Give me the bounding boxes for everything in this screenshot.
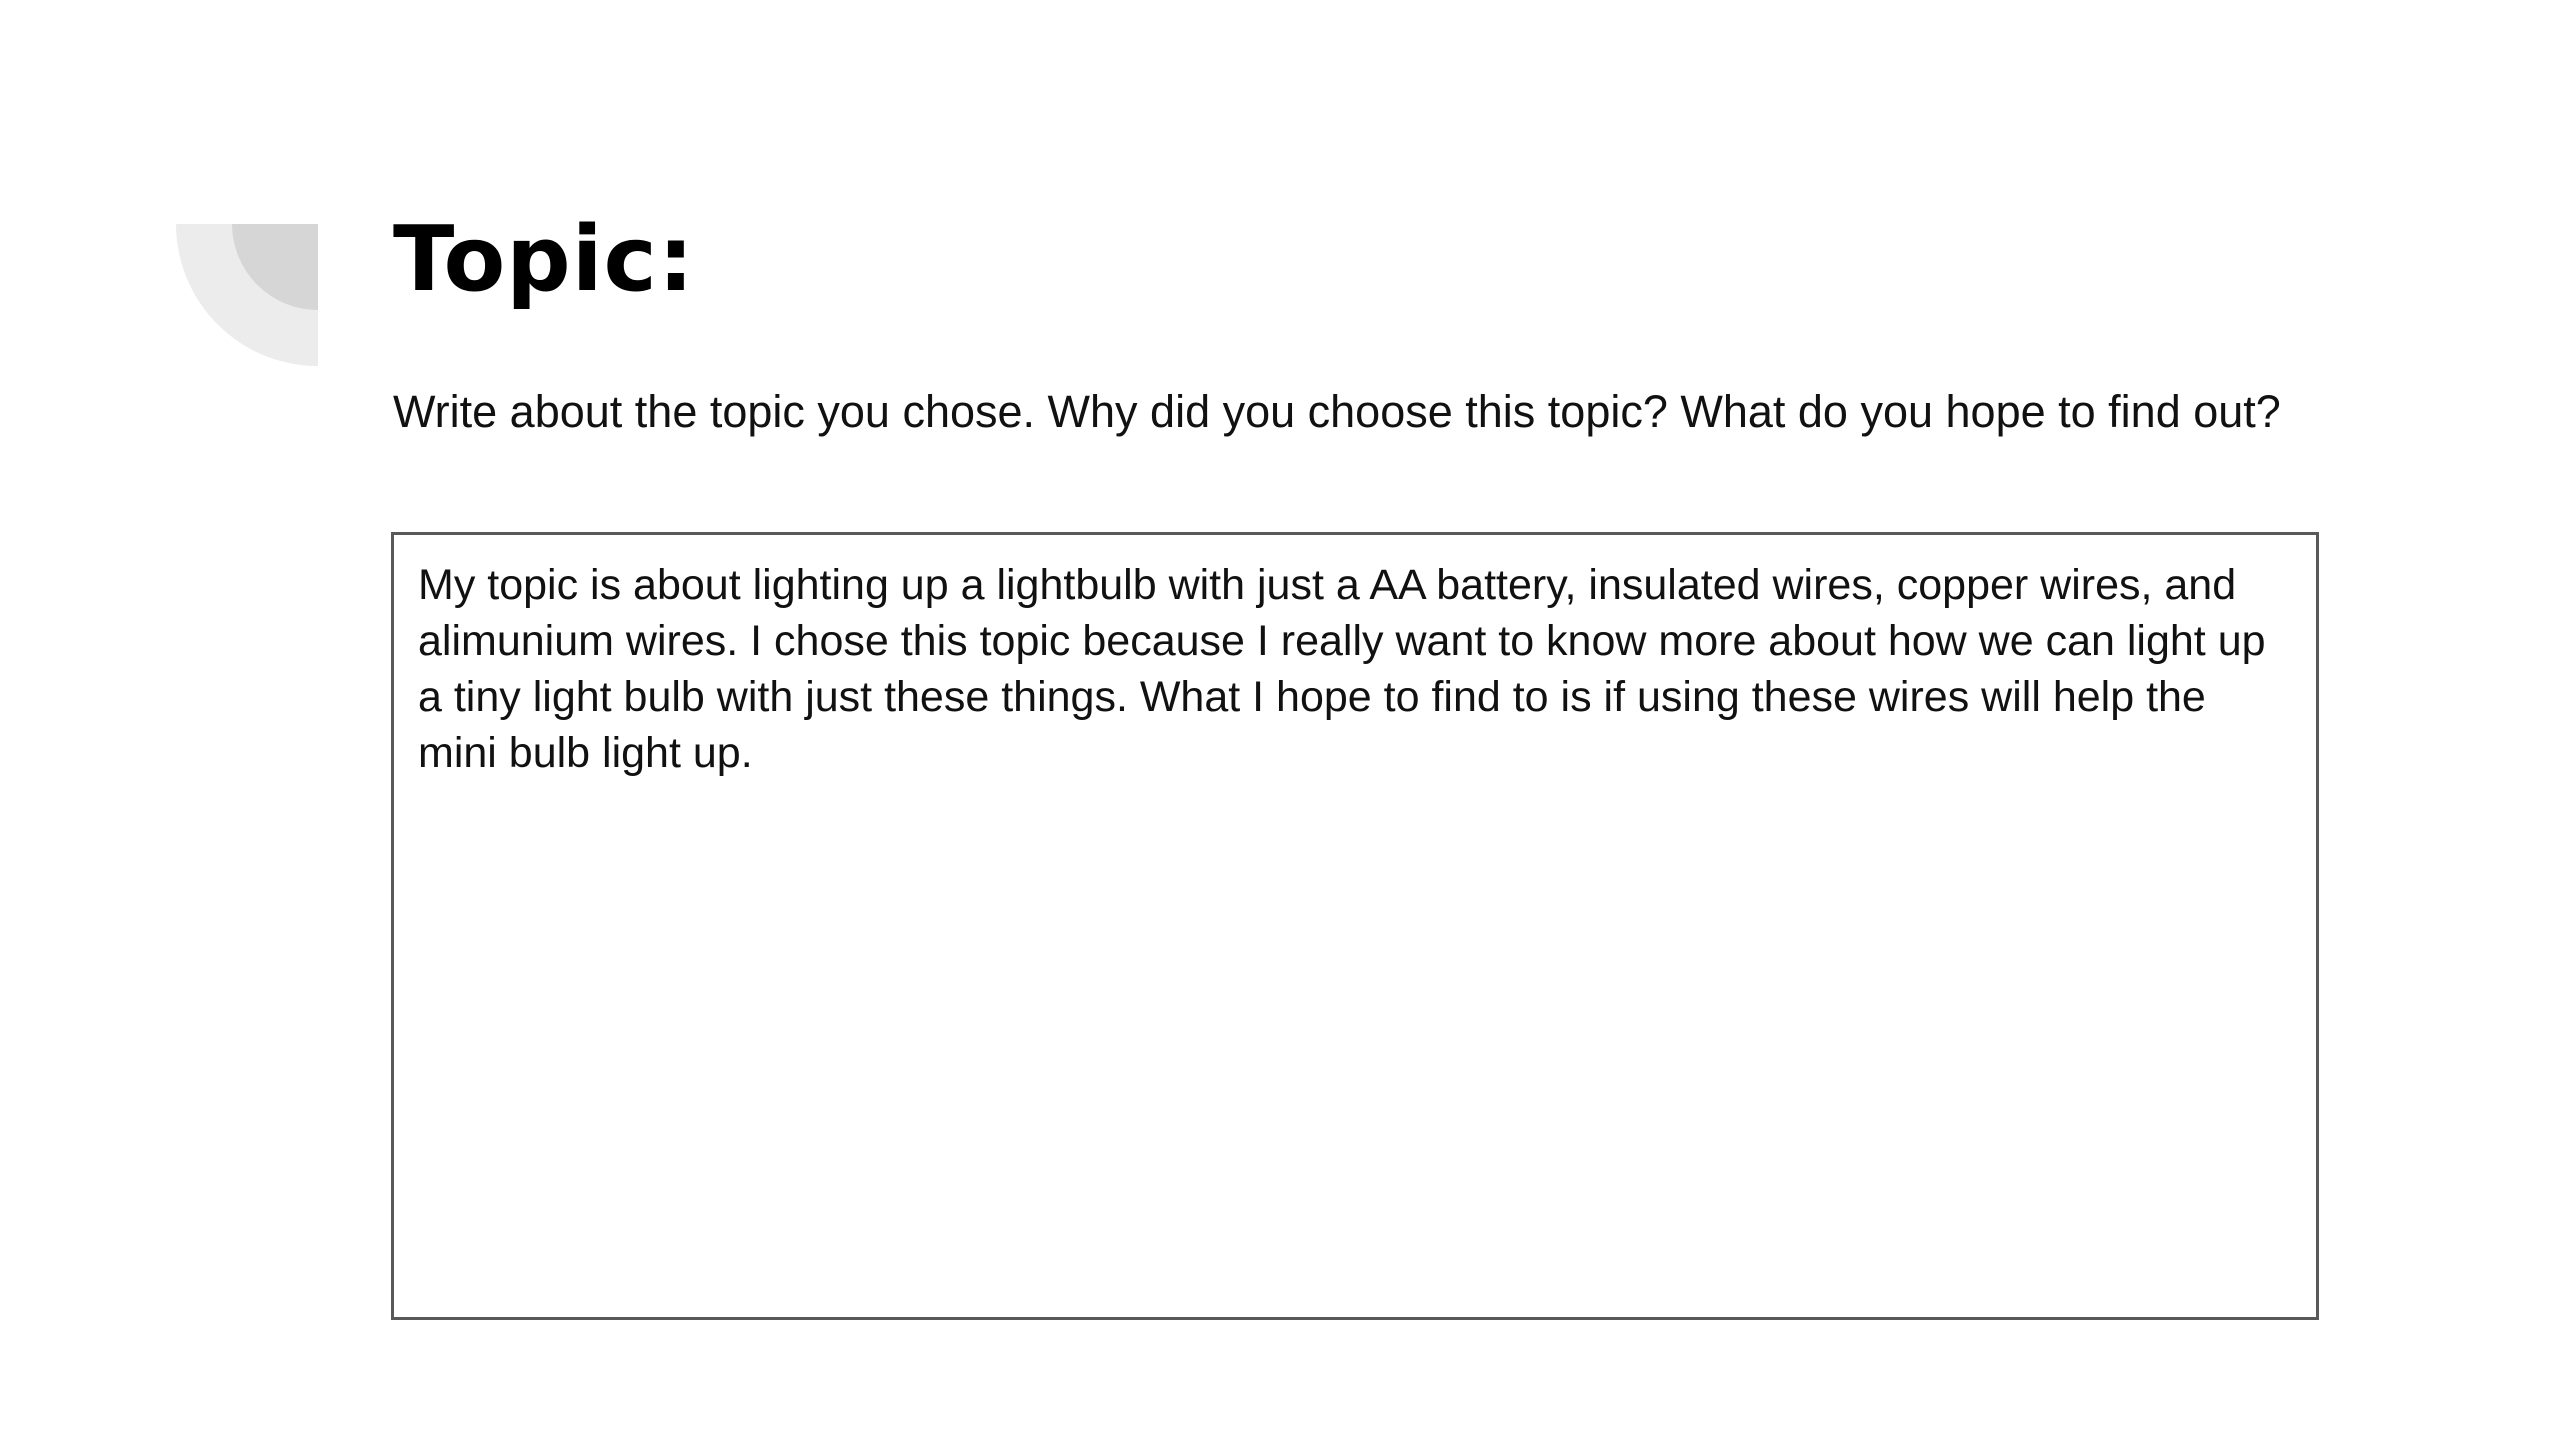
slide-title: Topic: — [393, 207, 695, 312]
answer-text[interactable]: My topic is about lighting up a lightbulb with just a AA battery, insulated wires, copper wires, and alimunium wires. I chose this topic because I really want to know more about how we can light up a tiny light bulb with just these things. What I hope to find to is if using these wires will help the mini bulb light up. — [418, 561, 2266, 777]
prompt-text: Write about the topic you chose. Why did you choose this topic? What do you hope to find out? — [393, 386, 2281, 437]
quarter-circle-ornament-icon — [176, 224, 318, 366]
answer-text-box[interactable] — [391, 532, 2319, 1320]
